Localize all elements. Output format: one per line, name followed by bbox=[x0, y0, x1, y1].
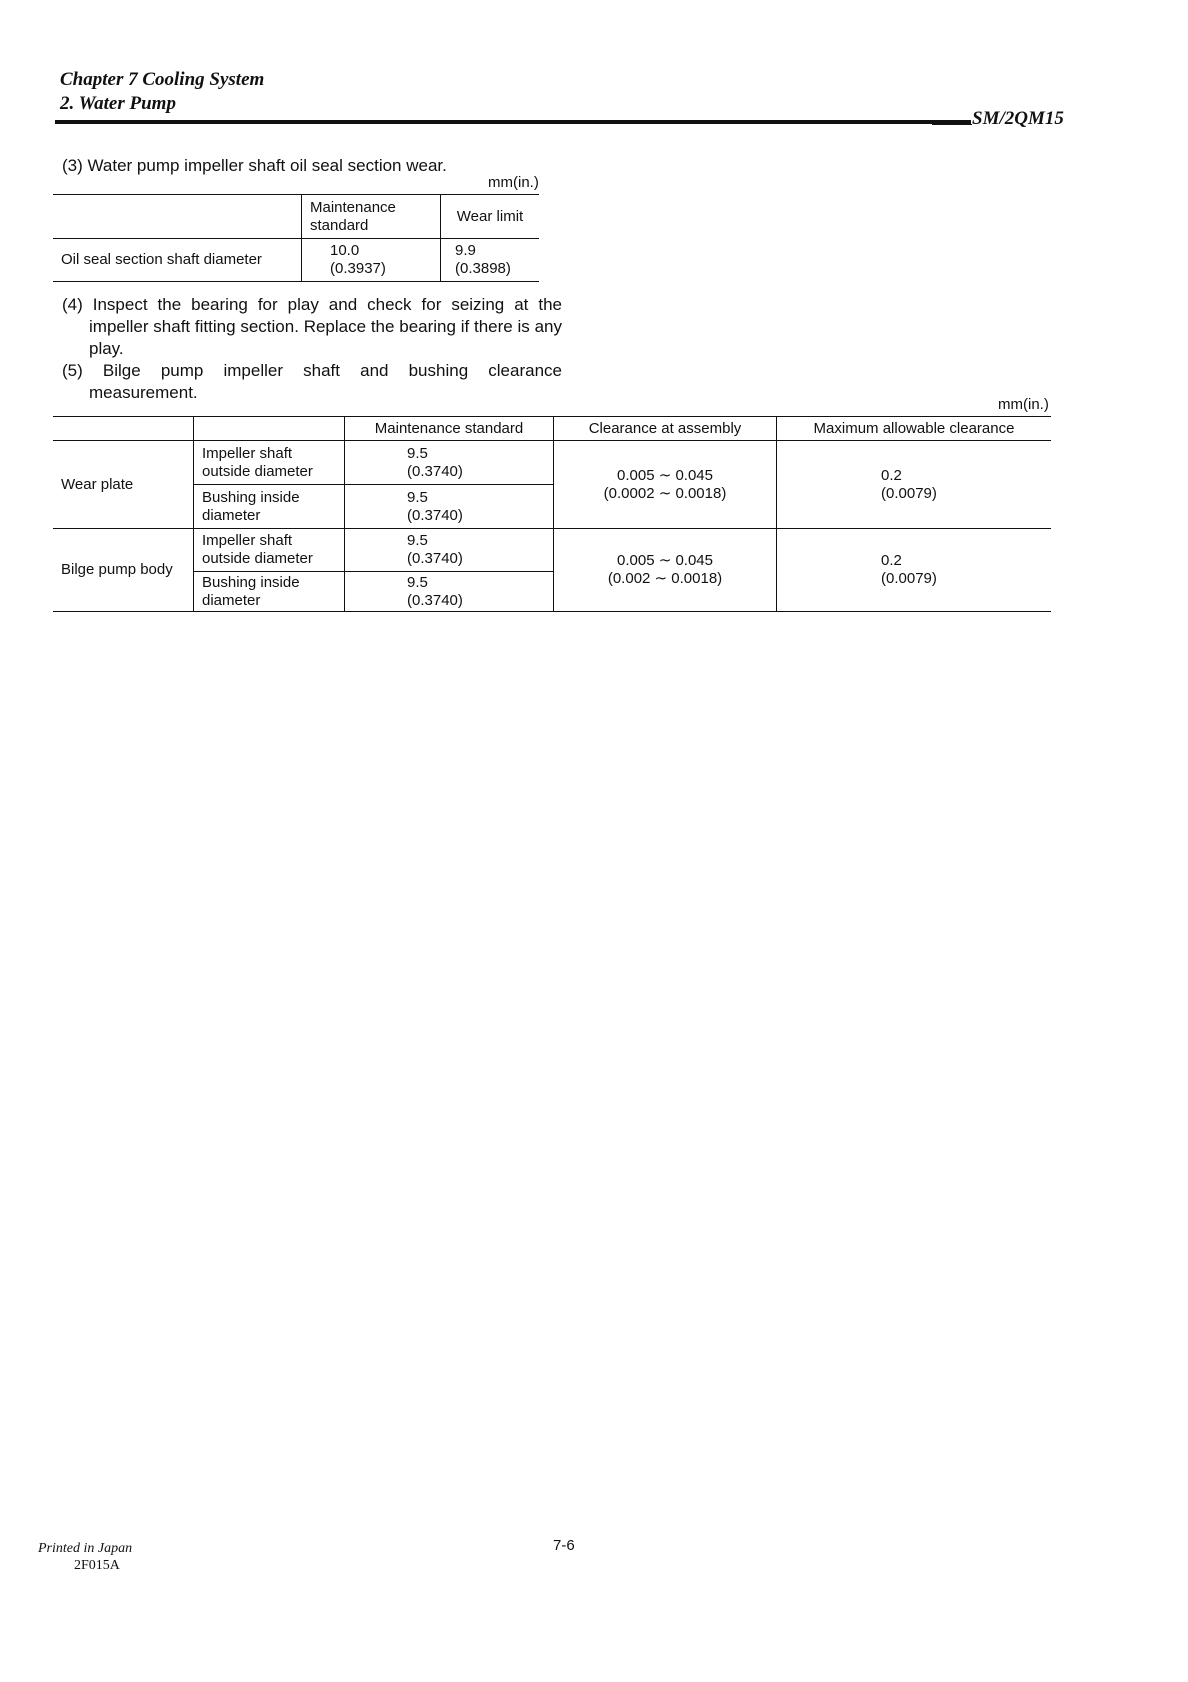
shaft-in: (0.3740) bbox=[407, 462, 463, 480]
group-label: Wear plate bbox=[61, 475, 134, 493]
shaft-mm: 9.5 bbox=[407, 444, 428, 462]
bushing-label: Bushing inside diameter bbox=[194, 485, 345, 529]
bushing-standard bbox=[345, 485, 554, 529]
max-mm: 0.2 bbox=[881, 466, 902, 484]
item3-title: (3) Water pump impeller shaft oil seal section wear. bbox=[62, 156, 447, 175]
limit-in: (0.3898) bbox=[455, 260, 511, 277]
max-in: (0.0079) bbox=[881, 484, 937, 502]
bushing-mm: 9.5 bbox=[407, 488, 428, 506]
assembly-mm: 0.005 ∼ 0.045 bbox=[617, 552, 713, 569]
col-standard-header: Maintenance standard bbox=[302, 195, 441, 239]
item5-text: (5) Bilge pump impeller shaft and bushing clearance measurement. bbox=[62, 361, 562, 402]
limit-value bbox=[441, 239, 540, 282]
col-standard-header: Maintenance standard bbox=[345, 417, 554, 441]
bushing-standard bbox=[345, 572, 554, 612]
section-title: 2. Water Pump bbox=[60, 93, 176, 114]
chapter-title: Chapter 7 Cooling System bbox=[60, 69, 265, 90]
row-label: Oil seal section shaft diameter bbox=[61, 251, 262, 268]
max-mm: 0.2 bbox=[881, 552, 902, 569]
col-assembly-header: Clearance at assembly bbox=[554, 417, 777, 441]
bushing-in: (0.3740) bbox=[407, 506, 463, 524]
footer-print-info bbox=[38, 1540, 132, 1574]
page-number: 7-6 bbox=[553, 1537, 575, 1554]
empty-header-cell bbox=[194, 417, 345, 441]
document-code: 2F015A bbox=[74, 1558, 120, 1573]
header-rule bbox=[55, 120, 971, 124]
shaft-label: Impeller shaft outside diameter bbox=[194, 441, 345, 485]
assembly-mm: 0.005 ∼ 0.045 bbox=[617, 466, 713, 484]
shaft-standard bbox=[345, 441, 554, 485]
col-max-header: Maximum allowable clearance bbox=[813, 419, 1015, 437]
empty-header-cell bbox=[53, 417, 194, 441]
assembly-in: (0.0002 ∼ 0.0018) bbox=[603, 484, 727, 502]
assembly-clearance bbox=[554, 529, 777, 612]
shaft-label: Impeller shaft outside diameter bbox=[194, 529, 345, 572]
bushing-in: (0.3740) bbox=[407, 591, 463, 609]
shaft-in: (0.3740) bbox=[407, 550, 463, 567]
shaft-mm: 9.5 bbox=[407, 532, 428, 549]
limit-mm: 9.9 bbox=[455, 242, 476, 259]
bushing-mm: 9.5 bbox=[407, 573, 428, 591]
assembly-in: (0.002 ∼ 0.0018) bbox=[607, 570, 723, 587]
standard-value bbox=[302, 239, 441, 282]
clearance-table bbox=[53, 416, 1051, 612]
assembly-clearance bbox=[554, 441, 777, 529]
max-clearance bbox=[777, 529, 1052, 612]
bushing-label: Bushing inside diameter bbox=[194, 572, 345, 612]
max-in: (0.0079) bbox=[881, 570, 937, 587]
item3-unit: mm(in.) bbox=[488, 174, 539, 191]
item4-text: (4) Inspect the bearing for play and check for seizing at the impeller shaft fitting section. Replace the bearing if there is any play. bbox=[62, 295, 562, 358]
model-code: SM/2QM15 bbox=[972, 108, 1064, 129]
oil-seal-table bbox=[53, 194, 539, 282]
printed-in: Printed in Japan bbox=[38, 1541, 133, 1556]
col-limit-header: Wear limit bbox=[456, 207, 524, 225]
standard-in: (0.3937) bbox=[330, 260, 386, 277]
item5-unit: mm(in.) bbox=[998, 396, 1049, 413]
max-clearance bbox=[777, 441, 1052, 529]
header-rule-tail bbox=[932, 124, 972, 125]
chapter-header bbox=[60, 68, 264, 116]
group-label: Bilge pump body bbox=[61, 561, 173, 578]
empty-header-cell bbox=[53, 195, 302, 239]
standard-mm: 10.0 bbox=[330, 242, 360, 259]
shaft-standard bbox=[345, 529, 554, 572]
